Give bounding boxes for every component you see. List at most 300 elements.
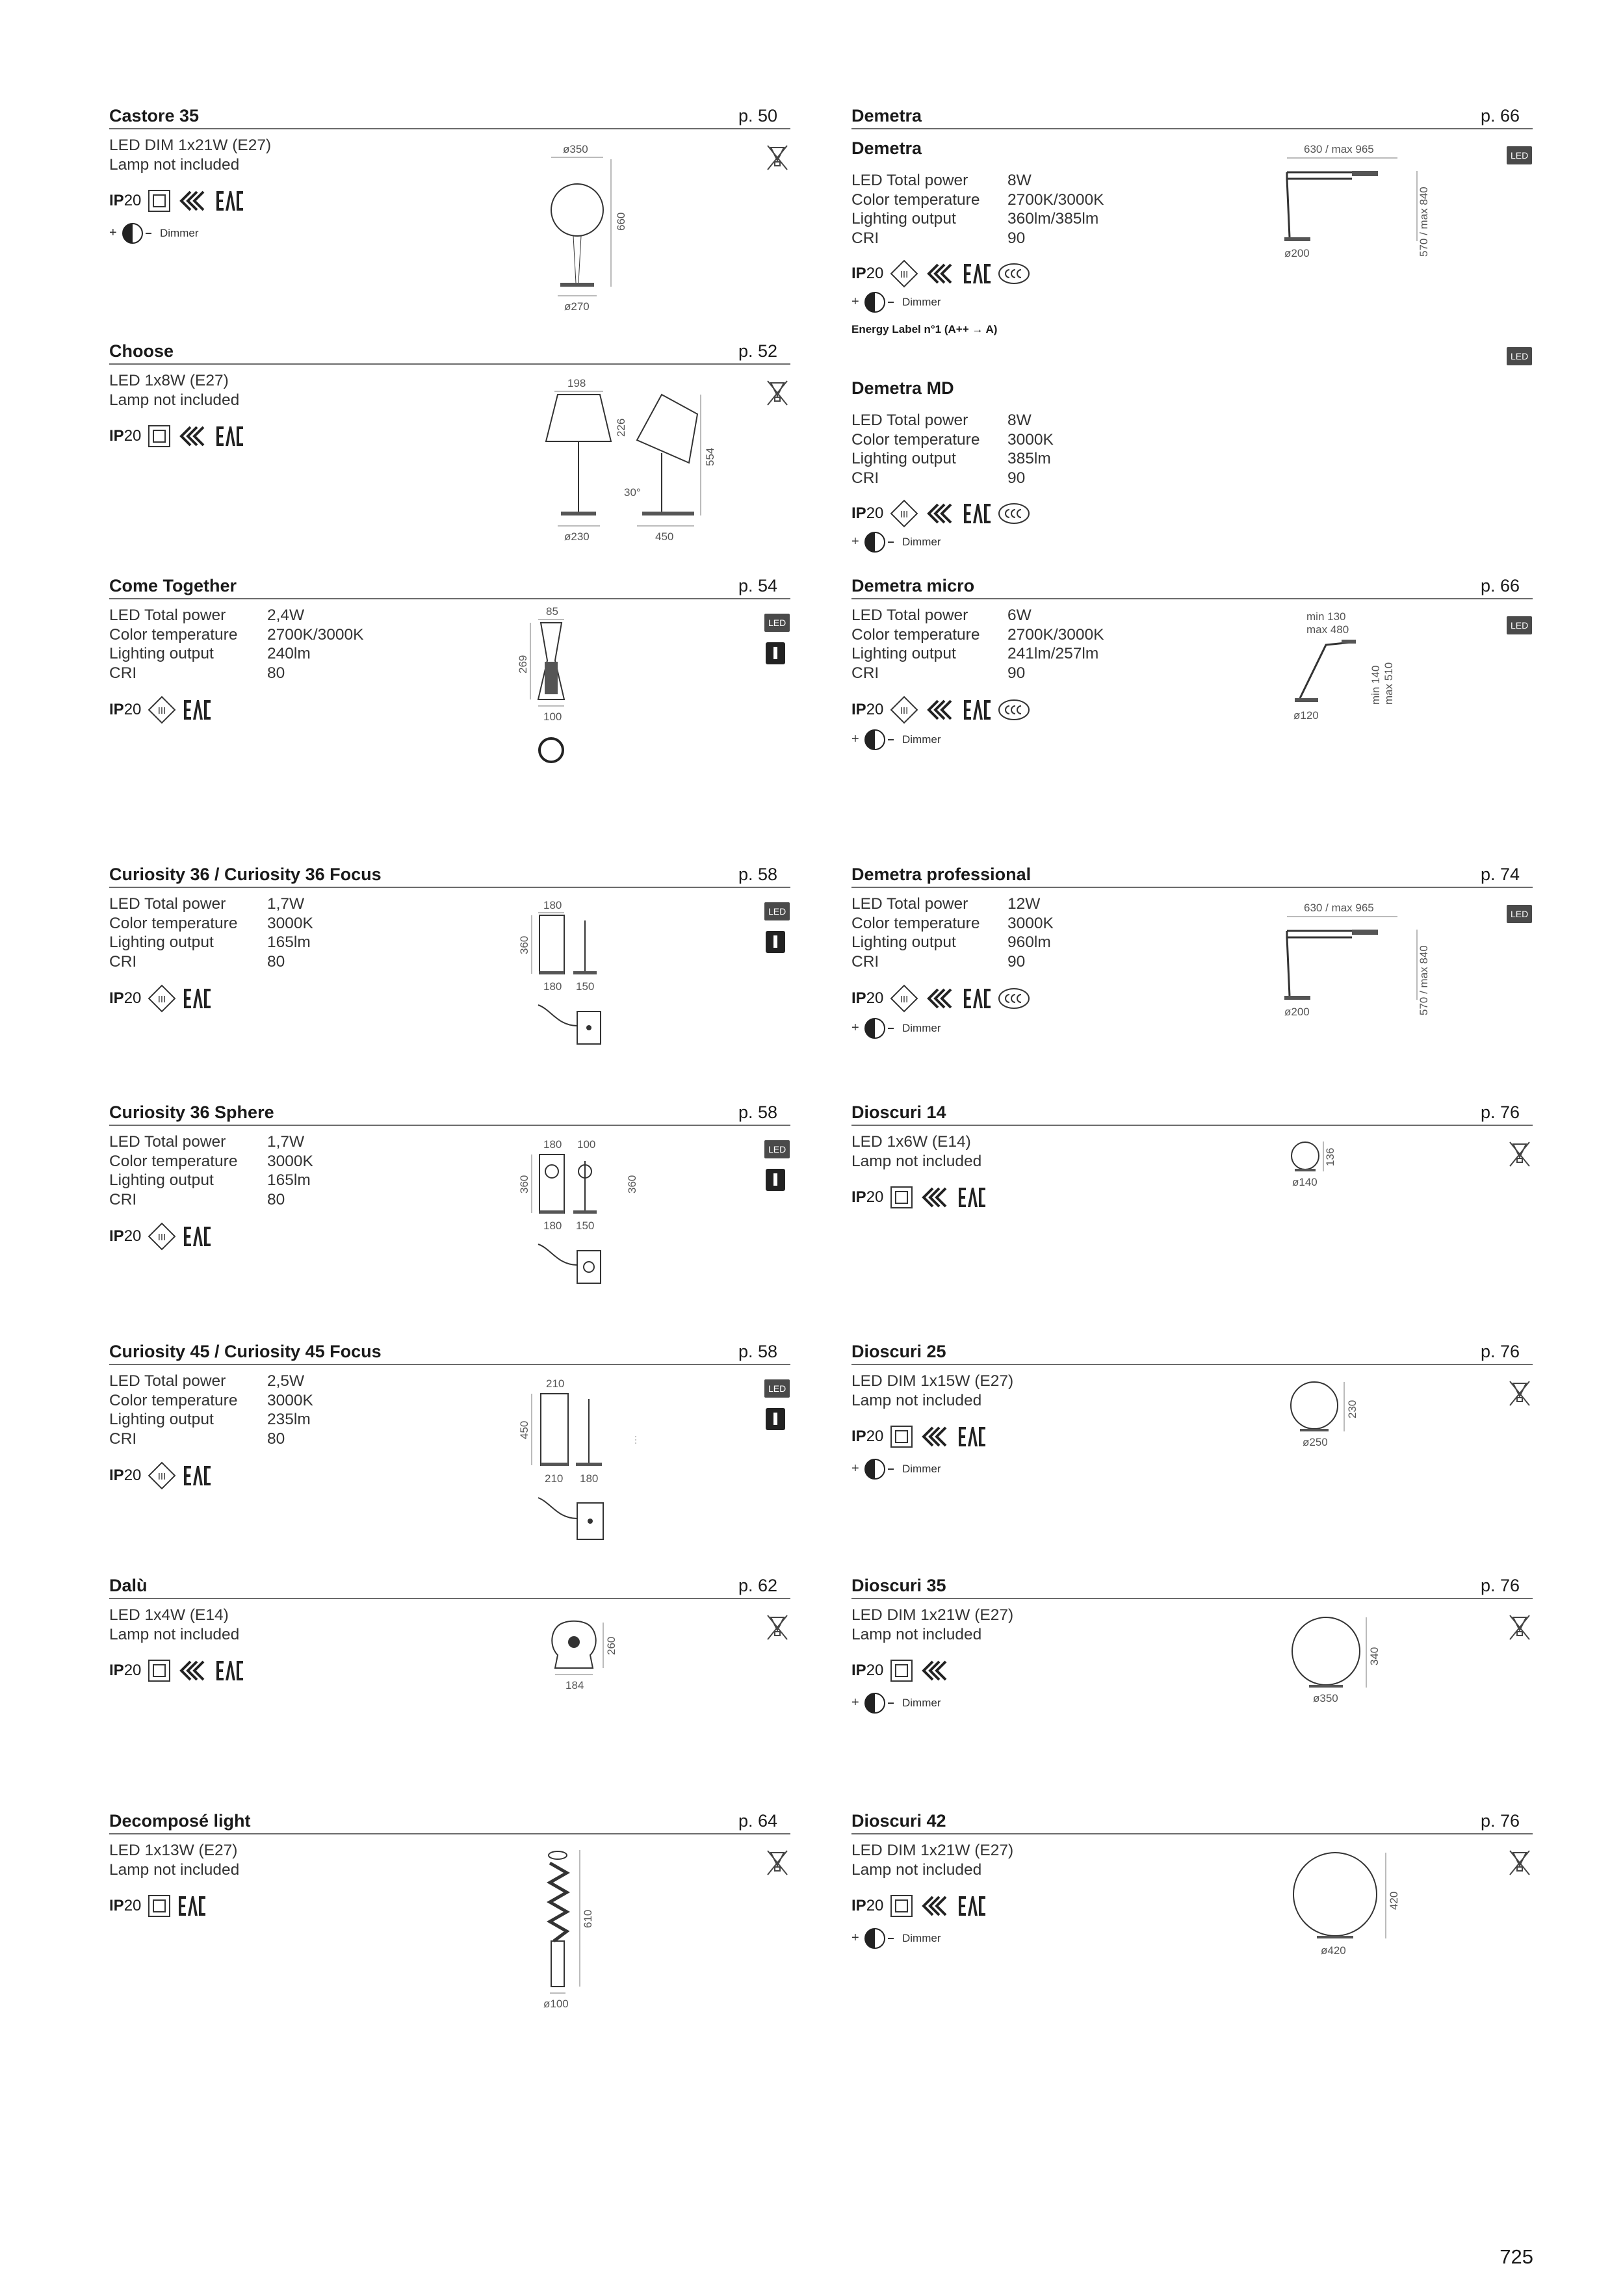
page-reference: p. 52 bbox=[738, 341, 777, 361]
ip-label: IP bbox=[109, 192, 124, 209]
product-demetra-micro bbox=[851, 576, 1533, 746]
dim-base: ø230 bbox=[564, 530, 590, 543]
product-dioscuri-25 bbox=[851, 1342, 1533, 1475]
product-dalu bbox=[109, 1576, 790, 1691]
class-iii-icon bbox=[148, 696, 176, 724]
spec-value: 3000K bbox=[1007, 914, 1054, 932]
spec-value: 1,7W bbox=[267, 1133, 305, 1151]
ip-label: IP bbox=[851, 701, 866, 718]
dimmer-indicator bbox=[851, 1927, 941, 1950]
spec-label: LED Total power bbox=[109, 895, 226, 913]
dim-height: 554 bbox=[704, 447, 716, 466]
dimmer-indicator bbox=[851, 1691, 941, 1715]
dioscuri-42-drawing bbox=[1280, 1845, 1404, 1962]
product-specs bbox=[851, 171, 1104, 248]
spec-value: 1,7W bbox=[267, 895, 305, 913]
product-curiosity-36 bbox=[109, 865, 790, 1007]
spec-label: LED Total power bbox=[109, 1133, 226, 1151]
spec-label: LED Total power bbox=[851, 895, 968, 913]
spec-value: 3000K bbox=[267, 1152, 313, 1170]
eac-mark-icon bbox=[177, 1894, 206, 1918]
product-specs bbox=[851, 606, 1104, 683]
dim-height: 570 / max 840 bbox=[1418, 945, 1430, 1015]
spec-label: CRI bbox=[851, 229, 879, 247]
eac-mark-icon bbox=[183, 987, 211, 1010]
demetra-drawing bbox=[1267, 140, 1430, 289]
page-reference: p. 50 bbox=[738, 106, 777, 125]
eac-mark-icon bbox=[215, 1659, 244, 1682]
dimmer-icon bbox=[851, 530, 902, 554]
product-specs bbox=[851, 411, 1054, 488]
product-specs bbox=[109, 1372, 313, 1448]
eac-mark-icon bbox=[963, 262, 991, 285]
product-header bbox=[851, 865, 1533, 888]
demetra-professional-drawing bbox=[1267, 898, 1430, 1048]
spec-value: 165lm bbox=[267, 933, 311, 951]
led-badge: LED bbox=[764, 1140, 790, 1158]
dalu-drawing bbox=[538, 1610, 629, 1701]
product-header bbox=[851, 1576, 1533, 1599]
ip-rating: 20 bbox=[866, 1428, 884, 1445]
variant-name: Demetra bbox=[851, 378, 922, 398]
product-specs bbox=[851, 1372, 1013, 1410]
product-title: Come Together bbox=[109, 576, 237, 595]
ip-rating: 20 bbox=[123, 1467, 142, 1484]
dim-height: max 510 bbox=[1383, 662, 1395, 705]
certification-row bbox=[109, 696, 211, 724]
dimmer-label: Dimmer bbox=[902, 296, 941, 308]
dim-shade: 226 bbox=[615, 418, 627, 437]
castore-35-drawing bbox=[525, 140, 642, 328]
product-header bbox=[109, 106, 790, 129]
dimmer-icon bbox=[109, 222, 160, 245]
energy-label: Energy Label n°1 (A++ → A) bbox=[851, 323, 998, 335]
class-iii-icon bbox=[148, 984, 176, 1013]
dimmer-icon bbox=[851, 1927, 902, 1950]
spec-value: 90 bbox=[1007, 664, 1026, 682]
led-badge: LED bbox=[764, 1379, 790, 1398]
ip-label: IP bbox=[109, 427, 124, 445]
spec-label: Lighting output bbox=[109, 645, 214, 662]
spec-value: 8W bbox=[1007, 172, 1032, 189]
ip-label: IP bbox=[109, 989, 124, 1007]
spec-label: Lighting output bbox=[851, 933, 956, 951]
spec-label: Color temperature bbox=[851, 430, 980, 449]
dim-height: 360 bbox=[518, 1175, 530, 1194]
dimmer-icon bbox=[851, 291, 902, 314]
ccc-mark-icon bbox=[998, 262, 1030, 285]
product-specs bbox=[109, 371, 239, 410]
come-together-drawing bbox=[512, 602, 590, 771]
dim-base: ø120 bbox=[1293, 709, 1319, 722]
page-reference: p. 66 bbox=[1480, 106, 1520, 125]
page-reference: p. 74 bbox=[1480, 865, 1520, 884]
certification-row bbox=[109, 984, 211, 1013]
ip-rating: 20 bbox=[866, 701, 884, 718]
dioscuri-14-drawing bbox=[1280, 1136, 1358, 1201]
dim-height: 230 bbox=[1346, 1400, 1358, 1418]
dim-base: ø250 bbox=[1303, 1436, 1328, 1448]
spec-label: Lighting output bbox=[109, 933, 214, 951]
ip-rating: 20 bbox=[123, 1897, 142, 1914]
dim-height: 610 bbox=[582, 1909, 594, 1928]
ip-rating: 20 bbox=[123, 1662, 142, 1679]
spec-label: CRI bbox=[109, 1429, 137, 1448]
dim-top: 630 / max 965 bbox=[1304, 143, 1374, 155]
battery-icon bbox=[766, 931, 785, 953]
ccc-mark-icon bbox=[998, 698, 1030, 722]
ip-label: IP bbox=[851, 504, 866, 522]
product-specs bbox=[851, 1132, 981, 1171]
battery-icon bbox=[766, 1169, 785, 1191]
lamp-spec: LED 1x4W (E14) bbox=[109, 1606, 229, 1624]
eac-mark-icon bbox=[963, 502, 991, 525]
ip-rating: 20 bbox=[866, 265, 884, 282]
ce-chevron-icon bbox=[925, 502, 956, 525]
lamp-note: Lamp not included bbox=[109, 1625, 240, 1643]
class-iii-icon bbox=[890, 499, 918, 528]
variant-title bbox=[851, 378, 954, 398]
product-header bbox=[109, 865, 790, 888]
dim-base: ø200 bbox=[1284, 1006, 1310, 1018]
dimmer-icon bbox=[851, 1457, 902, 1481]
ip-rating: 20 bbox=[866, 1662, 884, 1679]
double-insulation-icon bbox=[148, 189, 171, 213]
eac-mark-icon bbox=[957, 1894, 986, 1918]
lamp-spec: LED DIM 1x15W (E27) bbox=[851, 1372, 1014, 1390]
ip-label: IP bbox=[851, 1897, 866, 1914]
ce-chevron-icon bbox=[177, 424, 209, 448]
product-castore-35 bbox=[109, 106, 790, 313]
class-iii-icon bbox=[148, 1222, 176, 1251]
product-specs bbox=[109, 1841, 239, 1879]
spec-label: CRI bbox=[851, 664, 879, 682]
dim-base: ø100 bbox=[543, 1998, 569, 2010]
spec-label: Lighting output bbox=[851, 450, 956, 467]
class-iii-icon bbox=[890, 984, 918, 1013]
led-badge: LED bbox=[764, 614, 790, 632]
product-dioscuri-35 bbox=[851, 1576, 1533, 1709]
dim-base: ø140 bbox=[1292, 1176, 1318, 1188]
dim-base: 180 bbox=[543, 1220, 562, 1232]
dim-top: 198 bbox=[567, 377, 586, 389]
lamp-note: Lamp not included bbox=[851, 1152, 982, 1170]
product-title: Dioscuri 14 bbox=[851, 1102, 946, 1122]
dim-base: 180 bbox=[543, 980, 562, 993]
dim-base: 184 bbox=[565, 1679, 584, 1691]
spec-label: Color temperature bbox=[851, 190, 980, 209]
certification-row bbox=[851, 696, 1030, 724]
dimmer-label: Dimmer bbox=[902, 1022, 941, 1034]
product-title: Curiosity 45 / Curiosity 45 Focus bbox=[109, 1342, 382, 1361]
certification-row bbox=[109, 1894, 206, 1918]
lamp-not-included-icon bbox=[766, 144, 789, 172]
lamp-not-included-icon bbox=[1508, 1379, 1531, 1408]
page-number: 725 bbox=[1500, 2245, 1533, 2268]
eac-mark-icon bbox=[183, 1225, 211, 1248]
certification-row bbox=[109, 1222, 211, 1251]
ce-chevron-icon bbox=[920, 1425, 951, 1448]
ce-chevron-icon bbox=[177, 1659, 209, 1682]
spec-label: Lighting output bbox=[109, 1171, 214, 1189]
spec-value: 3000K bbox=[267, 1391, 313, 1409]
double-insulation-icon bbox=[890, 1425, 913, 1448]
dim-height: 136 bbox=[1324, 1147, 1336, 1166]
dim-top: 630 / max 965 bbox=[1304, 902, 1374, 914]
spec-label: LED Total power bbox=[109, 1372, 226, 1390]
dim-base: 150 bbox=[576, 980, 595, 993]
product-title: Demetra bbox=[851, 106, 922, 125]
spec-value: 2,4W bbox=[267, 607, 305, 624]
dim-base: ø200 bbox=[1284, 247, 1310, 259]
page-reference: p. 58 bbox=[738, 1342, 777, 1361]
ccc-mark-icon bbox=[998, 987, 1030, 1010]
page-reference: p. 76 bbox=[1480, 1342, 1520, 1361]
product-header bbox=[109, 1102, 790, 1126]
ip-label: IP bbox=[851, 1188, 866, 1206]
spec-value: 3000K bbox=[1007, 430, 1054, 449]
page-reference: p. 54 bbox=[738, 576, 777, 595]
product-title: Dalù bbox=[109, 1576, 148, 1595]
dim-base: 180 bbox=[580, 1472, 599, 1485]
spec-label: Color temperature bbox=[851, 625, 980, 644]
product-specs bbox=[109, 1132, 313, 1209]
certification-row bbox=[851, 259, 1030, 288]
lamp-note: Lamp not included bbox=[109, 155, 240, 174]
ip-label: IP bbox=[109, 1662, 124, 1679]
dimmer-indicator bbox=[851, 728, 941, 751]
ce-chevron-icon bbox=[925, 987, 956, 1010]
dioscuri-35-drawing bbox=[1280, 1610, 1391, 1714]
product-title: Curiosity 36 Sphere bbox=[109, 1102, 274, 1122]
eac-mark-icon bbox=[183, 1464, 211, 1487]
ip-rating: 20 bbox=[866, 1188, 884, 1206]
ce-chevron-icon bbox=[925, 262, 956, 285]
dim-height: 660 bbox=[615, 212, 627, 231]
dim-base: ø350 bbox=[1313, 1692, 1338, 1704]
product-title: Dioscuri 42 bbox=[851, 1811, 946, 1831]
double-insulation-icon bbox=[890, 1186, 913, 1209]
class-iii-icon bbox=[890, 696, 918, 724]
product-come-together bbox=[109, 576, 790, 723]
lamp-spec: LED 1x6W (E14) bbox=[851, 1133, 971, 1151]
spec-value: 235lm bbox=[267, 1411, 311, 1428]
lamp-not-included-icon bbox=[766, 1849, 789, 1877]
product-decompose-light bbox=[109, 1811, 790, 2010]
spec-value: 2700K/3000K bbox=[267, 625, 364, 644]
certification-row bbox=[851, 1894, 986, 1918]
product-specs bbox=[109, 606, 364, 683]
spec-value: 385lm bbox=[1007, 450, 1051, 467]
product-header bbox=[109, 341, 790, 365]
product-title: Castore 35 bbox=[109, 106, 200, 125]
lamp-note: Lamp not included bbox=[851, 1625, 982, 1643]
dimmer-indicator bbox=[851, 291, 941, 314]
lamp-spec: LED DIM 1x21W (E27) bbox=[851, 1842, 1014, 1859]
dim-base: 100 bbox=[543, 711, 562, 723]
spec-value: 80 bbox=[267, 664, 285, 682]
ip-rating: 20 bbox=[866, 1897, 884, 1914]
ce-chevron-icon bbox=[920, 1186, 951, 1209]
ip-rating: 20 bbox=[866, 989, 884, 1007]
spec-label: CRI bbox=[109, 664, 137, 682]
product-specs bbox=[109, 894, 313, 971]
dim-height: min 140 bbox=[1370, 665, 1382, 705]
dim-height: 340 bbox=[1368, 1647, 1381, 1665]
spec-label: Color temperature bbox=[851, 914, 980, 932]
product-header bbox=[851, 106, 1533, 129]
dim-height: 260 bbox=[605, 1636, 617, 1655]
dim-top: 180 bbox=[543, 899, 562, 911]
ip-label: IP bbox=[109, 1897, 124, 1914]
demetra-micro-drawing bbox=[1280, 607, 1410, 750]
product-header bbox=[109, 576, 790, 599]
led-badge: LED bbox=[1507, 347, 1532, 365]
spec-label: CRI bbox=[851, 952, 879, 971]
spec-label: Color temperature bbox=[109, 1152, 238, 1170]
led-badge: LED bbox=[764, 902, 790, 920]
ip-label: IP bbox=[851, 989, 866, 1007]
spec-label: CRI bbox=[851, 469, 879, 487]
spec-value: 90 bbox=[1007, 952, 1026, 971]
ccc-mark-icon bbox=[998, 502, 1030, 525]
page-reference: p. 76 bbox=[1480, 1102, 1520, 1122]
dim-height: 269 bbox=[517, 655, 529, 673]
spec-value: 80 bbox=[267, 1190, 285, 1208]
spec-value: 241lm/257lm bbox=[1007, 645, 1099, 662]
battery-icon bbox=[766, 642, 785, 664]
product-dioscuri-42 bbox=[851, 1811, 1533, 1957]
curiosity-36-drawing bbox=[512, 896, 642, 1065]
class-iii-icon bbox=[148, 1461, 176, 1490]
spec-label: Color temperature bbox=[109, 914, 238, 932]
product-specs bbox=[851, 894, 1054, 971]
dim-width: 450 bbox=[655, 530, 674, 543]
ip-label: IP bbox=[109, 701, 124, 718]
product-title: Curiosity 36 / Curiosity 36 Focus bbox=[109, 865, 382, 884]
eac-mark-icon bbox=[963, 698, 991, 722]
page-reference: p. 62 bbox=[738, 1576, 777, 1595]
dim-top: max 480 bbox=[1306, 623, 1349, 636]
certification-row bbox=[851, 499, 1030, 528]
page-reference: p. 76 bbox=[1480, 1576, 1520, 1595]
dim-top: 100 bbox=[577, 1138, 596, 1151]
product-header bbox=[109, 1811, 790, 1834]
decompose-light-drawing bbox=[532, 1844, 610, 2013]
product-curiosity-45 bbox=[109, 1342, 790, 1485]
ip-label: IP bbox=[109, 1227, 124, 1245]
dimmer-label: Dimmer bbox=[902, 1463, 941, 1475]
spec-value: 80 bbox=[267, 1429, 285, 1448]
spec-value: 8W bbox=[1007, 411, 1032, 429]
double-insulation-icon bbox=[148, 1894, 171, 1918]
curiosity-36-sphere-drawing bbox=[512, 1135, 668, 1304]
spec-label: LED Total power bbox=[851, 607, 968, 624]
dimmer-label: Dimmer bbox=[902, 536, 941, 548]
double-insulation-icon bbox=[148, 424, 171, 448]
ip-rating: 20 bbox=[123, 989, 142, 1007]
page-reference: p. 58 bbox=[738, 1102, 777, 1122]
certification-row bbox=[851, 1425, 986, 1448]
eac-mark-icon bbox=[215, 189, 244, 213]
spec-value: 240lm bbox=[267, 645, 311, 662]
ip-rating: 20 bbox=[123, 1227, 142, 1245]
dim-top: min 130 bbox=[1306, 610, 1346, 623]
curiosity-45-drawing bbox=[512, 1374, 668, 1563]
led-badge: LED bbox=[1507, 146, 1532, 164]
certification-row bbox=[109, 424, 244, 448]
ip-label: IP bbox=[851, 1662, 866, 1679]
lamp-note: Lamp not included bbox=[109, 391, 240, 409]
dim-top: ø350 bbox=[563, 143, 588, 155]
spec-value: 360lm/385lm bbox=[1007, 210, 1099, 228]
ce-chevron-icon bbox=[920, 1894, 951, 1918]
spec-value: 2700K/3000K bbox=[1007, 625, 1104, 644]
dimmer-indicator bbox=[109, 222, 199, 245]
dimmer-icon bbox=[851, 1691, 902, 1715]
ce-chevron-icon bbox=[920, 1659, 951, 1682]
page-reference: p. 58 bbox=[738, 865, 777, 884]
product-specs bbox=[851, 1606, 1013, 1644]
product-header bbox=[851, 1102, 1533, 1126]
lamp-not-included-icon bbox=[766, 379, 789, 408]
spec-label: Color temperature bbox=[109, 1391, 238, 1409]
spec-label: LED Total power bbox=[851, 411, 968, 429]
spec-value: 90 bbox=[1007, 229, 1026, 247]
product-header bbox=[851, 1342, 1533, 1365]
spec-value: 165lm bbox=[267, 1171, 311, 1189]
dimmer-indicator bbox=[851, 1457, 941, 1481]
product-header bbox=[851, 576, 1533, 599]
class-iii-icon bbox=[890, 259, 918, 288]
ip-rating: 20 bbox=[123, 701, 142, 718]
dimmer-label: Dimmer bbox=[160, 227, 199, 239]
product-demetra bbox=[851, 106, 1533, 335]
variant-suffix: MD bbox=[926, 378, 954, 398]
spec-label: Lighting output bbox=[109, 1411, 214, 1428]
spec-label: CRI bbox=[109, 952, 137, 971]
page-reference: p. 64 bbox=[738, 1811, 777, 1831]
product-specs bbox=[851, 1841, 1013, 1879]
dioscuri-25-drawing bbox=[1280, 1376, 1371, 1454]
dim-angle: 30° bbox=[624, 486, 641, 499]
spec-value: 2700K/3000K bbox=[1007, 190, 1104, 209]
lamp-not-included-icon bbox=[1508, 1613, 1531, 1642]
ip-rating: 20 bbox=[123, 192, 142, 209]
dim-base: 210 bbox=[545, 1472, 564, 1485]
ce-chevron-icon bbox=[177, 189, 209, 213]
page-reference: p. 76 bbox=[1480, 1811, 1520, 1831]
lamp-note: Lamp not included bbox=[851, 1391, 982, 1409]
dimmer-indicator bbox=[851, 1017, 941, 1040]
dim-height: 420 bbox=[1388, 1891, 1400, 1910]
product-specs bbox=[109, 136, 271, 174]
lamp-spec: LED DIM 1x21W (E27) bbox=[851, 1606, 1014, 1624]
product-header bbox=[109, 1342, 790, 1365]
lamp-not-included-icon bbox=[1508, 1849, 1531, 1877]
dimmer-label: Dimmer bbox=[902, 1932, 941, 1944]
ip-rating: 20 bbox=[123, 427, 142, 445]
product-dioscuri-14 bbox=[851, 1102, 1533, 1206]
product-specs bbox=[109, 1606, 239, 1644]
lamp-note: Lamp not included bbox=[109, 1860, 240, 1879]
dim-base: ø420 bbox=[1321, 1944, 1346, 1957]
choose-drawing bbox=[538, 375, 740, 570]
double-insulation-icon bbox=[890, 1659, 913, 1682]
spec-value: 6W bbox=[1007, 607, 1032, 624]
lamp-not-included-icon bbox=[1508, 1140, 1531, 1169]
led-badge: LED bbox=[1507, 905, 1532, 923]
